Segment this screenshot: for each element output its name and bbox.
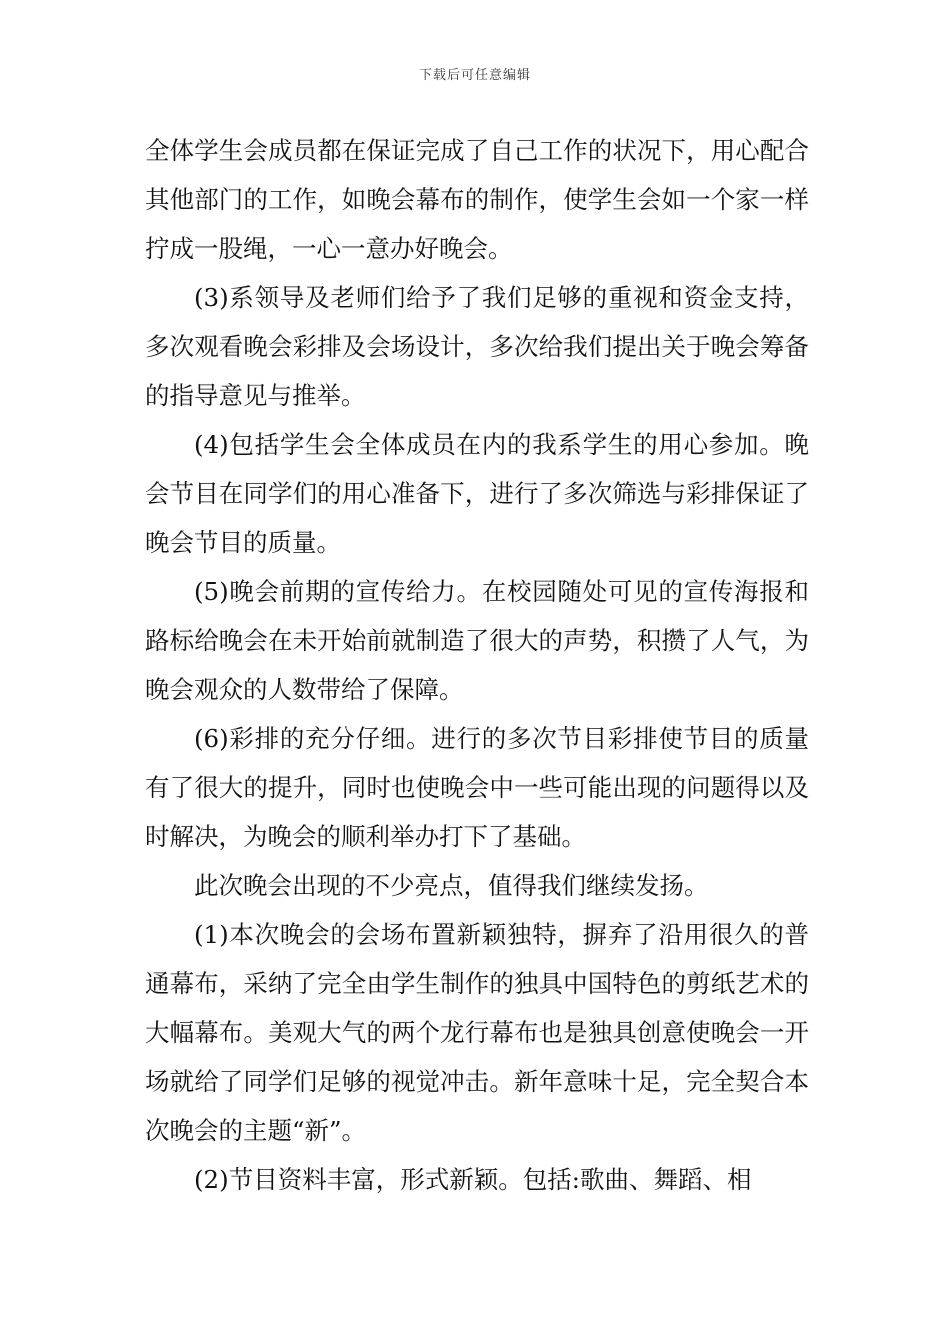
- paragraph-5: (6)彩排的充分仔细。进行的多次节目彩排使节目的质量有了很大的提升，同时也使晚会中一些可能出现的问题得以及时解决，为晚会的顺利举办打下了基础。: [145, 724, 809, 851]
- paragraph-2: (3)系领导及老师们给予了我们足够的重视和资金支持，多次观看晚会彩排及会场设计，多次给我们提出关于晚会筹备的指导意见与推举。: [145, 283, 809, 410]
- document-body: [145, 126, 809, 1204]
- paragraph-3: (4)包括学生会全体成员在内的我系学生的用心参加。晚会节目在同学们的用心准备下，进行了多次筛选与彩排保证了晚会节目的质量。: [145, 430, 809, 557]
- page-header: 下载后可任意编辑: [418, 68, 531, 83]
- paragraph-7: (1)本次晚会的会场布置新颖独特，摒弃了沿用很久的普通幕布，采纳了完全由学生制作的独具中国特色的剪纸艺术的大幅幕布。美观大气的两个龙行幕布也是独具创意使晚会一开场就给了同学们足够的视觉冲击。新年意味十足，完全契合本次晚会的主题“新”。: [145, 920, 809, 1145]
- paragraph-6: 此次晚会出现的不少亮点，值得我们继续发扬。: [194, 871, 709, 900]
- paragraph-4: (5)晚会前期的宣传给力。在校园随处可见的宣传海报和路标给晚会在未开始前就制造了很大的声势，积攒了人气，为晚会观众的人数带给了保障。: [145, 577, 809, 704]
- paragraph-8: (2)节目资料丰富，形式新颖。包括:歌曲、舞蹈、相: [194, 1165, 752, 1194]
- paragraph-1: 全体学生会成员都在保证完成了自己工作的状况下，用心配合其他部门的工作，如晚会幕布的制作，使学生会如一个家一样拧成一股绳，一心一意办好晚会。: [145, 136, 809, 263]
